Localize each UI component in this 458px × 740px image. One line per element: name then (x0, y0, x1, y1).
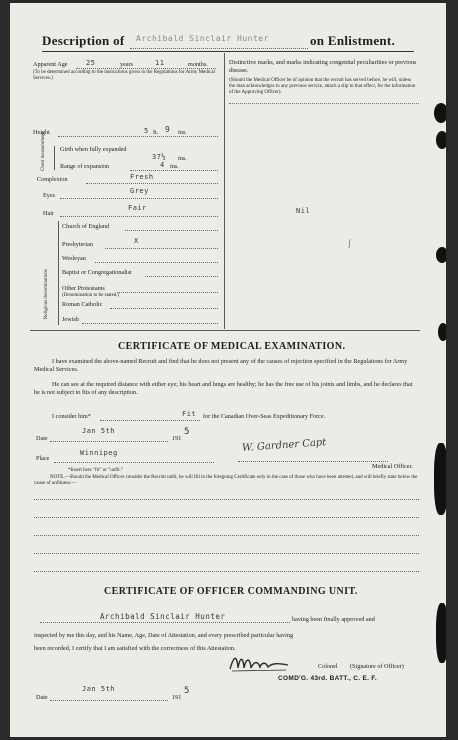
complexion-value: Fresh (130, 173, 154, 181)
medical-para1: I have examined the above-named Recruit and find that he does not present any of the causes of rejection specified in the Regulations for Army Medical Services. (34, 358, 408, 373)
religion-baptist: Baptist or Congregationalist (62, 269, 132, 276)
religion-other-note: (Denomination to be stated.) (62, 293, 120, 298)
unfit-line-4 (34, 553, 419, 554)
medical-signature-dotline (238, 461, 388, 462)
girth-ins-label: ins. (178, 155, 187, 162)
punch-hole (438, 323, 446, 341)
marks-heading: Distinctive marks, and marks indicating congenital peculiarities or previous disease. (229, 59, 417, 74)
range-label: Range of expansion (60, 163, 110, 170)
punch-hole (436, 131, 446, 149)
title-rule (42, 51, 414, 52)
commanding-line2: inspected by me this day, and his Name, Age, Date of Attestation, and every prescribed particular having (34, 632, 294, 639)
age-years: 25 (86, 59, 96, 67)
consider-value: Fit (182, 410, 197, 418)
recruit-name: Archibald Sinclair Hunter (136, 34, 269, 43)
commanding-signature-scribble (228, 653, 290, 673)
chest-bracket (54, 146, 55, 170)
column-divider (224, 53, 225, 329)
chest-label: Chest measurement (41, 131, 46, 171)
consider-prefix: I consider him* (52, 413, 91, 420)
jewish-dotline (82, 323, 218, 324)
title-dotline (130, 48, 308, 49)
place-label: Place (36, 455, 50, 462)
commanding-name-dotline (40, 622, 290, 623)
height-dotline (58, 136, 218, 137)
commanding-date-dotline (50, 700, 168, 701)
religion-wesleyan: Wesleyan (62, 255, 86, 262)
commanding-year-prefix: 191 (172, 694, 182, 701)
medical-date-value: Jan 5th (82, 427, 116, 435)
religion-jewish: Jewish (62, 316, 79, 323)
footnote-fit: *Insert here "fit" or "unfit." (68, 468, 123, 473)
marks-note: (Should the Medical Officer be of opinion that the recruit has served before, he will, unless the man acknowledges to any previous service, attach a slip to that effect, for the information of the Approving Officer). (229, 78, 416, 95)
commanding-line1-suffix: having been finally approved and (292, 616, 375, 623)
title-prefix: Description of (42, 33, 125, 48)
unfit-line-1 (34, 499, 419, 500)
girth-label: Girth when fully expanded (60, 146, 127, 153)
baptist-dotline (145, 276, 218, 277)
medical-year-prefix: 191 (172, 435, 182, 442)
medical-date-label: Date (36, 435, 48, 442)
signature-of-officer-label: (Signature of Officer) (350, 663, 404, 670)
rank-label: Colonel (318, 663, 338, 670)
religion-bracket (58, 221, 59, 325)
height-label: Height (33, 129, 50, 136)
commanding-date-value: Jan 5th (82, 685, 116, 693)
medical-year-value: 5 (184, 427, 190, 437)
medical-para2: He can see at the required distance with either eye; his heart and lungs are healthy; he has the free use of his joints and limbs, and he declares that he is not subject to fits of any description. (34, 381, 413, 396)
medical-heading: CERTIFICATE OF MEDICAL EXAMINATION. (118, 341, 346, 352)
rc-dotline (110, 308, 218, 309)
years-label: years (120, 61, 134, 68)
ft-label: ft. (153, 129, 159, 136)
marks-rule (229, 103, 419, 104)
commanding-heading: CERTIFICATE OF OFFICER COMMANDING UNIT. (104, 586, 358, 597)
consider-dotline (100, 420, 200, 421)
complexion-dotline (86, 183, 218, 184)
punch-hole (436, 247, 446, 263)
apparent-age-label: Apparent Age (33, 61, 68, 68)
unfit-line-3 (34, 535, 419, 536)
unfit-line-2 (34, 517, 419, 518)
consider-suffix: for the Canadian Over-Seas Expeditionary Force. (203, 413, 326, 420)
place-value: Winnipeg (80, 449, 118, 457)
punch-hole (434, 103, 446, 123)
hair-value: Fair (128, 204, 147, 212)
medical-officer-label: Medical Officer. (372, 463, 413, 470)
religions-label: Religious denominations (44, 269, 49, 319)
presbyterian-dotline (105, 248, 218, 249)
age-note: (To be determined according to the instructions given in the Regulations for Army Medical Services.) (33, 70, 215, 81)
range-dotline (130, 170, 218, 171)
girth-value: 37½ (152, 153, 167, 161)
marks-value: Nil (296, 207, 311, 215)
attestation-page (10, 3, 446, 737)
commanding-date-label: Date (36, 694, 48, 701)
place-dotline (54, 462, 214, 463)
complexion-label: Complexion (37, 176, 68, 183)
punch-hole (434, 443, 446, 515)
ins-label: ins. (178, 129, 187, 136)
religion-presbyterian: Presbyterian (62, 241, 93, 248)
title-suffix: on Enlistment. (310, 33, 396, 48)
range-value: 4 (160, 161, 165, 169)
eyes-dotline (60, 198, 218, 199)
commanding-line3: been recorded, I certify that I am satisfied with the correctness of this Attestation. (34, 645, 236, 652)
wesleyan-dotline (95, 262, 218, 263)
stray-mark: ʃ (348, 238, 351, 248)
commanding-stamp: COMD'G. 43rd. BATT., C. E. F. (278, 675, 377, 682)
hair-dotline (60, 216, 218, 217)
punch-hole (436, 603, 446, 663)
age-dotline (76, 68, 216, 69)
age-months: 11 (155, 59, 165, 67)
height-ft: 5 (144, 127, 149, 135)
commanding-recruit-name: Archibald Sinclair Hunter (100, 612, 226, 621)
religion-roman-catholic: Roman Catholic (62, 301, 103, 308)
coe-dotline (125, 230, 218, 231)
range-ins-label: ins. (170, 163, 179, 170)
unfit-line-5 (34, 571, 419, 572)
footnote-unfit-note: NOTE.—Should the Medical Officer consider the Recruit unfit, he will fill in the foregoing Certificate only in the case of those who have been attested, and will briefly state below the cause of unfitness:— (34, 475, 418, 486)
hair-label: Hair (43, 210, 54, 217)
months-label: months. (188, 61, 208, 68)
religion-other-protestants: Other Protestants (62, 285, 105, 292)
eyes-value: Grey (130, 187, 149, 195)
medical-date-dotline (50, 441, 168, 442)
medical-officer-signature: W. Gardner Capt (241, 437, 327, 454)
presbyterian-mark: X (134, 237, 139, 245)
other-dotline (117, 292, 218, 293)
eyes-label: Eyes (43, 192, 56, 199)
commanding-year-value: 5 (184, 686, 190, 696)
religion-church-of-england: Church of England (62, 223, 110, 230)
height-ins: 9 (165, 125, 171, 134)
section-rule (30, 330, 420, 331)
